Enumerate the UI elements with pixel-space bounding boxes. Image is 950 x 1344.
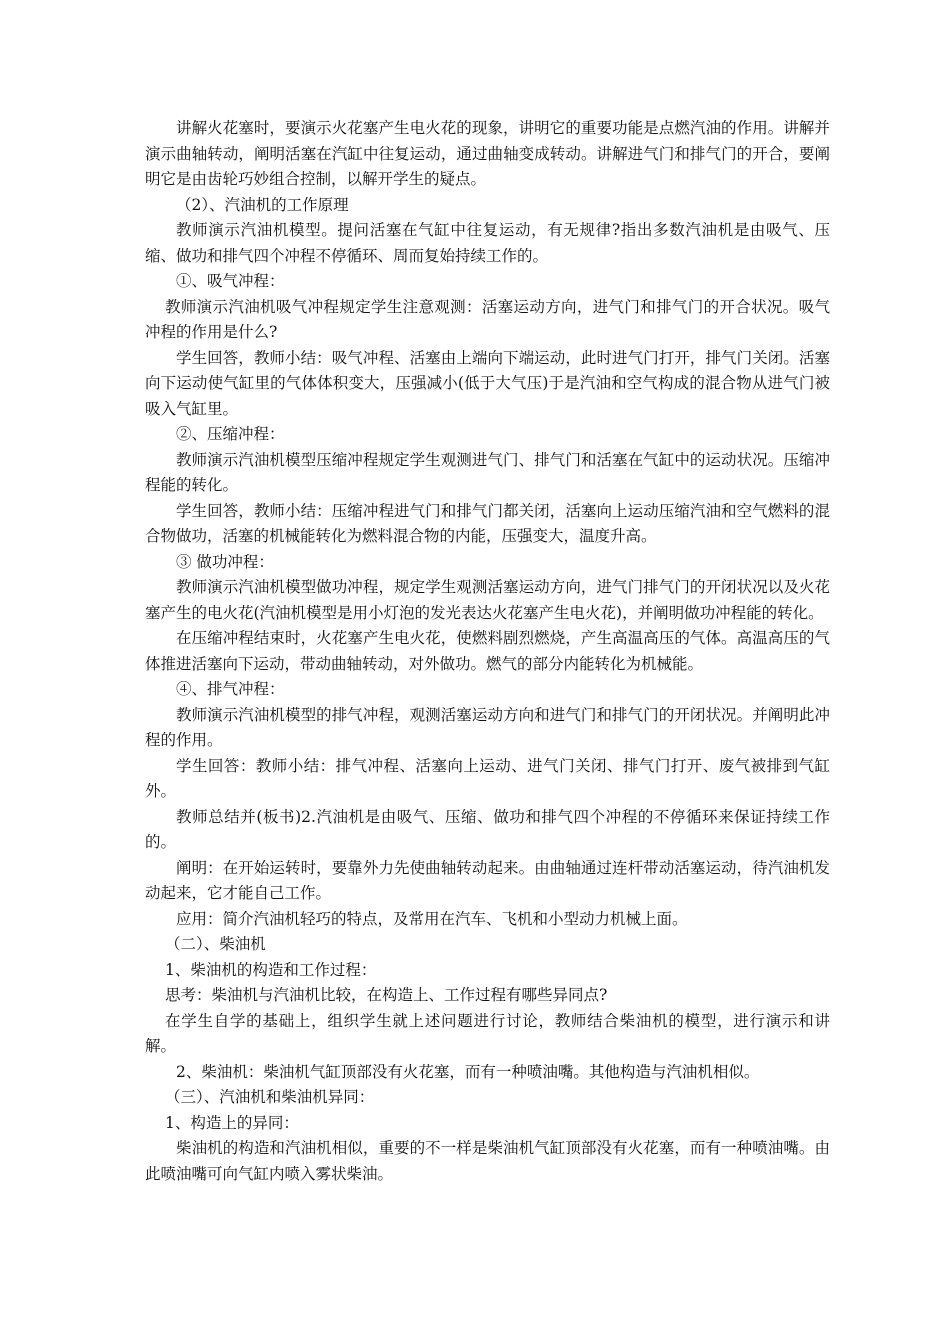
paragraph: 教师演示汽油机模型的排气冲程，观测活塞运动方向和进气门和排气门的开闭状况。并阐明此冲程的作用。 [145, 705, 830, 749]
subsection-heading: ②、压缩冲程： [176, 425, 285, 443]
paragraph: 思考：柴油机与汽油机比较，在构造上、工作过程有哪些异同点? [165, 986, 608, 1004]
paragraph: 学生回答，教师小结：吸气冲程、活塞由上端向下端运动，此时进气门打开，排气门关闭。活塞向下运动使气缸里的气体体积变大，压强减小(低于大气压)于是汽油和空气构成的混合物从进气门被吸入气缸里。 [145, 348, 830, 418]
paragraph: 教师总结并(板书)2.汽油机是由吸气、压缩、做功和排气四个冲程的不停循环来保证持续工作的。 [145, 807, 830, 851]
paragraph: 教师演示汽油机模型做功冲程，规定学生观测活塞运动方向，进气门排气门的开闭状况以及火花塞产生的电火花(汽油机模型是用小灯泡的发光表达火花塞产生电火花)，并阐明做功冲程能的转化。 [145, 578, 830, 622]
paragraph: 柴油机的构造和汽油机相似，重要的不一样是柴油机气缸顶部没有火花塞，而有一种喷油嘴。由此喷油嘴可向气缸内喷入雾状柴油。 [145, 1139, 830, 1183]
subsection-heading: ③ 做功冲程： [176, 552, 274, 571]
section-heading: （2）、汽油机的工作原理 [176, 195, 349, 214]
subsection-heading: ④、排气冲程： [176, 680, 285, 698]
section-heading: （三）、汽油机和柴油机异同： [165, 1088, 375, 1106]
paragraph: 在压缩冲程结束时，火花塞产生电火花，使燃料剧烈燃烧，产生高温高压的气体。高温高压的气体推进活塞向下运动，带动曲轴转动，对外做功。燃气的部分内能转化为机械能。 [145, 629, 830, 673]
subsection-heading: 1、柴油机的构造和工作过程： [165, 960, 377, 979]
paragraph: 应用：简介汽油机轻巧的特点，及常用在汽车、飞机和小型动力机械上面。 [176, 909, 688, 928]
subsection-heading: 1、构造上的异同： [165, 1113, 299, 1132]
paragraph: 2、柴油机：柴油机气缸顶部没有火花塞，而有一种喷油嘴。其他构造与汽油机相似。 [176, 1062, 760, 1081]
section-heading: （二）、柴油机 [165, 935, 266, 953]
paragraph: 在学生自学的基础上，组织学生就上述问题进行讨论，教师结合柴油机的模型，进行演示和讲解。 [145, 1011, 830, 1055]
paragraph: 讲解火花塞时，要演示火花塞产生电火花的现象，讲明它的重要功能是点燃汽油的作用。讲解并演示曲轴转动，阐明活塞在汽缸中往复运动，通过曲轴变成转动。讲解进气门和排气门的开合，要阐明它是由齿轮巧妙组合控制，以解开学生的疑点。 [145, 119, 830, 188]
paragraph: 学生回答，教师小结：压缩冲程进气门和排气门都关闭，活塞向上运动压缩汽油和空气燃料的混合物做功，活塞的机械能转化为燃料混合物的内能，压强变大，温度升高。 [145, 501, 830, 545]
paragraph: 阐明：在开始运转时，要靠外力先使曲轴转动起来。由曲轴通过连杆带动活塞运动，待汽油机发动起来，它才能自己工作。 [145, 858, 830, 902]
paragraph: 教师演示汽油机模型。提问活塞在气缸中往复运动，有无规律?指出多数汽油机是由吸气、压缩、做功和排气四个冲程不停循环、周而复始持续工作的。 [145, 221, 830, 265]
paragraph: 教师演示汽油机吸气冲程规定学生注意观测：活塞运动方向，进气门和排气门的开合状况。吸气冲程的作用是什么? [145, 297, 830, 341]
paragraph: 学生回答：教师小结：排气冲程、活塞向上运动、进气门关闭、排气门打开、废气被排到气缸外。 [145, 756, 830, 800]
paragraph: 教师演示汽油机模型压缩冲程规定学生观测进气门、排气门和活塞在气缸中的运动状况。压缩冲程能的转化。 [145, 450, 830, 494]
subsection-heading: ①、吸气冲程： [176, 272, 285, 290]
